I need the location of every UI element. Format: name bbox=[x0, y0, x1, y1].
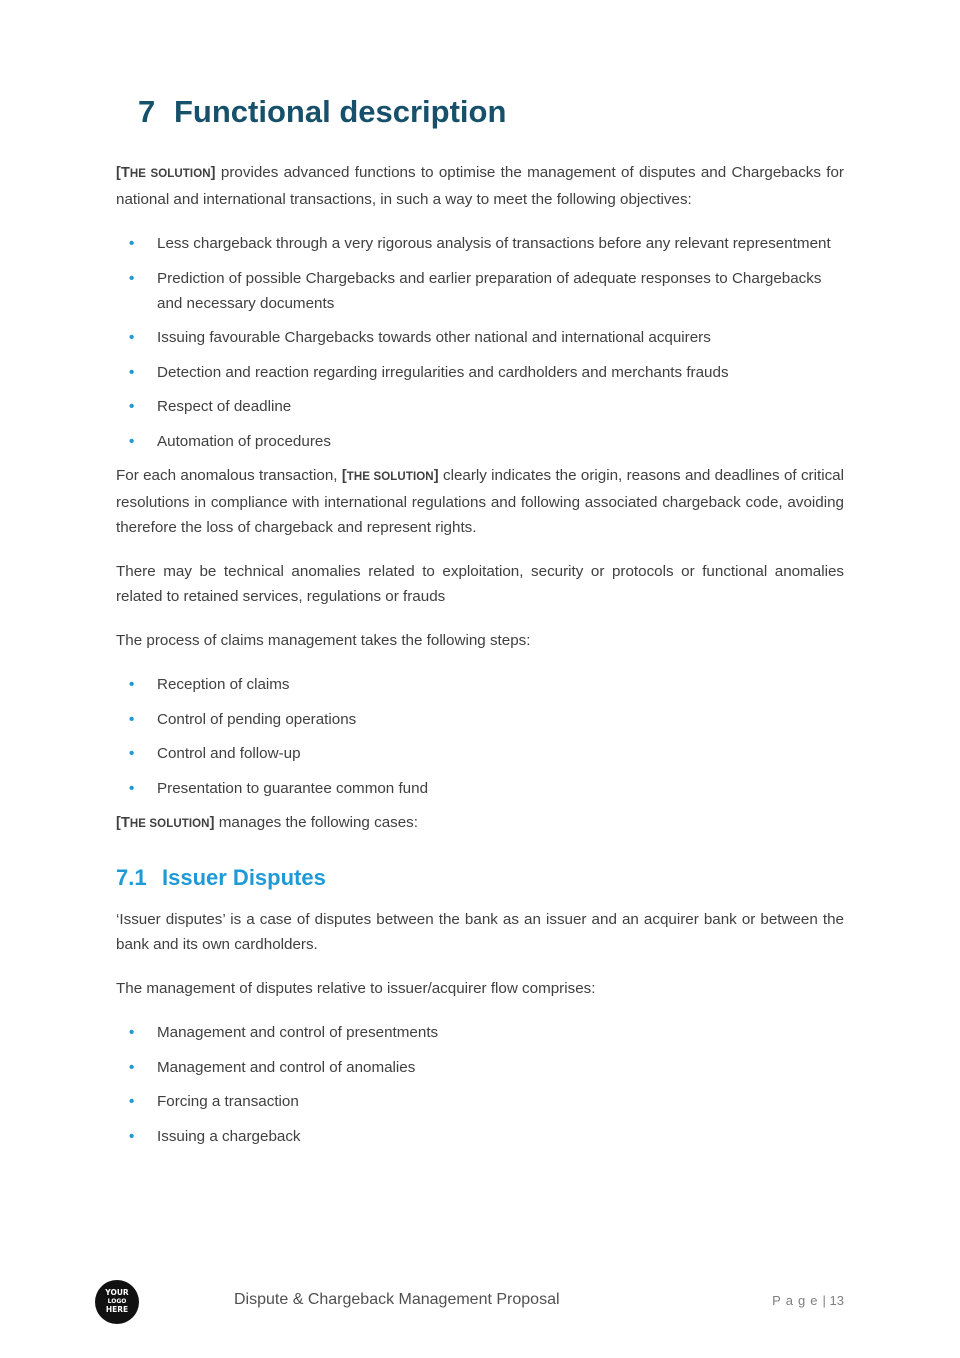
bullet-icon: • bbox=[129, 363, 135, 381]
process-intro: The process of claims management takes the following steps: bbox=[116, 632, 531, 649]
list-item: • Automation of procedures bbox=[116, 429, 844, 454]
list-item: • Less chargeback through a very rigorous analysis of transactions before any relevant representment bbox=[116, 231, 844, 256]
bullet-icon: • bbox=[129, 329, 135, 346]
subsection-title: Issuer Disputes bbox=[162, 865, 326, 890]
steps-list bbox=[116, 672, 844, 801]
footer-page-number: Page| 13 bbox=[772, 1293, 844, 1308]
page-content bbox=[116, 92, 844, 1158]
bullet-icon: • bbox=[129, 1058, 135, 1076]
bullet-icon: • bbox=[129, 269, 135, 287]
page-footer bbox=[0, 1278, 960, 1328]
solution-tag: [THE SOLUTION] bbox=[341, 468, 439, 484]
list-item: • Issuing favourable Chargebacks towards other national and international acquirers bbox=[116, 325, 844, 350]
anomalies-paragraph: There may be technical anomalies related to exploitation, security or protocols or functional anomalies related to retained services, regulations or frauds bbox=[116, 563, 844, 605]
management-intro: The management of disputes relative to issuer/acquirer flow comprises: bbox=[116, 980, 596, 997]
intro-paragraph: [THE SOLUTION] provides advanced functions to optimise the management of disputes and Chargebacks for national and international transactions, in such a way to meet the following objectives: bbox=[116, 164, 844, 208]
list-item: • Management and control of anomalies bbox=[116, 1055, 844, 1080]
logo-placeholder: YOUR LOGO HERE bbox=[95, 1280, 139, 1324]
list-item: • Respect of deadline bbox=[116, 394, 844, 419]
list-item: • Control and follow-up bbox=[116, 741, 844, 766]
subsection-heading bbox=[116, 863, 844, 893]
management-list bbox=[116, 1020, 844, 1149]
bullet-icon: • bbox=[129, 398, 135, 415]
objectives-list bbox=[116, 231, 844, 454]
issuer-paragraph: ‘Issuer disputes’ is a case of disputes between the bank as an issuer and an acquirer bank or between the bank and its own cardholders. bbox=[116, 911, 844, 953]
bullet-icon: • bbox=[129, 710, 135, 728]
subsection-number: 7.1 bbox=[116, 865, 147, 890]
manages-paragraph: [THE SOLUTION] manages the following cases: bbox=[116, 814, 418, 831]
section-title: Functional description bbox=[174, 94, 507, 129]
anomalous-paragraph: For each anomalous transaction, [THE SOLUTION] clearly indicates the origin, reasons and deadlines of critical resolutions in compliance with international regulations and following associated chargeback code, avoiding therefore the loss of chargeback and represent rights. bbox=[116, 467, 844, 536]
list-item: • Detection and reaction regarding irregularities and cardholders and merchants frauds bbox=[116, 360, 844, 385]
footer-document-title: Dispute & Chargeback Management Proposal bbox=[234, 1291, 560, 1308]
solution-tag: [THE SOLUTION] bbox=[116, 815, 215, 831]
list-item: • Presentation to guarantee common fund bbox=[116, 776, 844, 801]
bullet-icon: • bbox=[129, 1024, 135, 1041]
list-item: • Issuing a chargeback bbox=[116, 1124, 844, 1149]
list-item: • Prediction of possible Chargebacks and earlier preparation of adequate responses to Chargebacks and necessary documents bbox=[116, 266, 844, 316]
section-heading bbox=[138, 92, 844, 132]
list-item: • Management and control of presentments bbox=[116, 1020, 844, 1045]
list-item: • Forcing a transaction bbox=[116, 1089, 844, 1114]
bullet-icon: • bbox=[129, 235, 135, 252]
list-item: • Reception of claims bbox=[116, 672, 844, 697]
bullet-icon: • bbox=[129, 1127, 135, 1145]
section-number: 7 bbox=[138, 94, 156, 129]
bullet-icon: • bbox=[129, 432, 135, 450]
bullet-icon: • bbox=[129, 1093, 135, 1110]
bullet-icon: • bbox=[129, 676, 135, 693]
list-item: • Control of pending operations bbox=[116, 707, 844, 732]
bullet-icon: • bbox=[129, 745, 135, 762]
bullet-icon: • bbox=[129, 779, 135, 797]
solution-tag: [THE SOLUTION] bbox=[116, 165, 216, 181]
